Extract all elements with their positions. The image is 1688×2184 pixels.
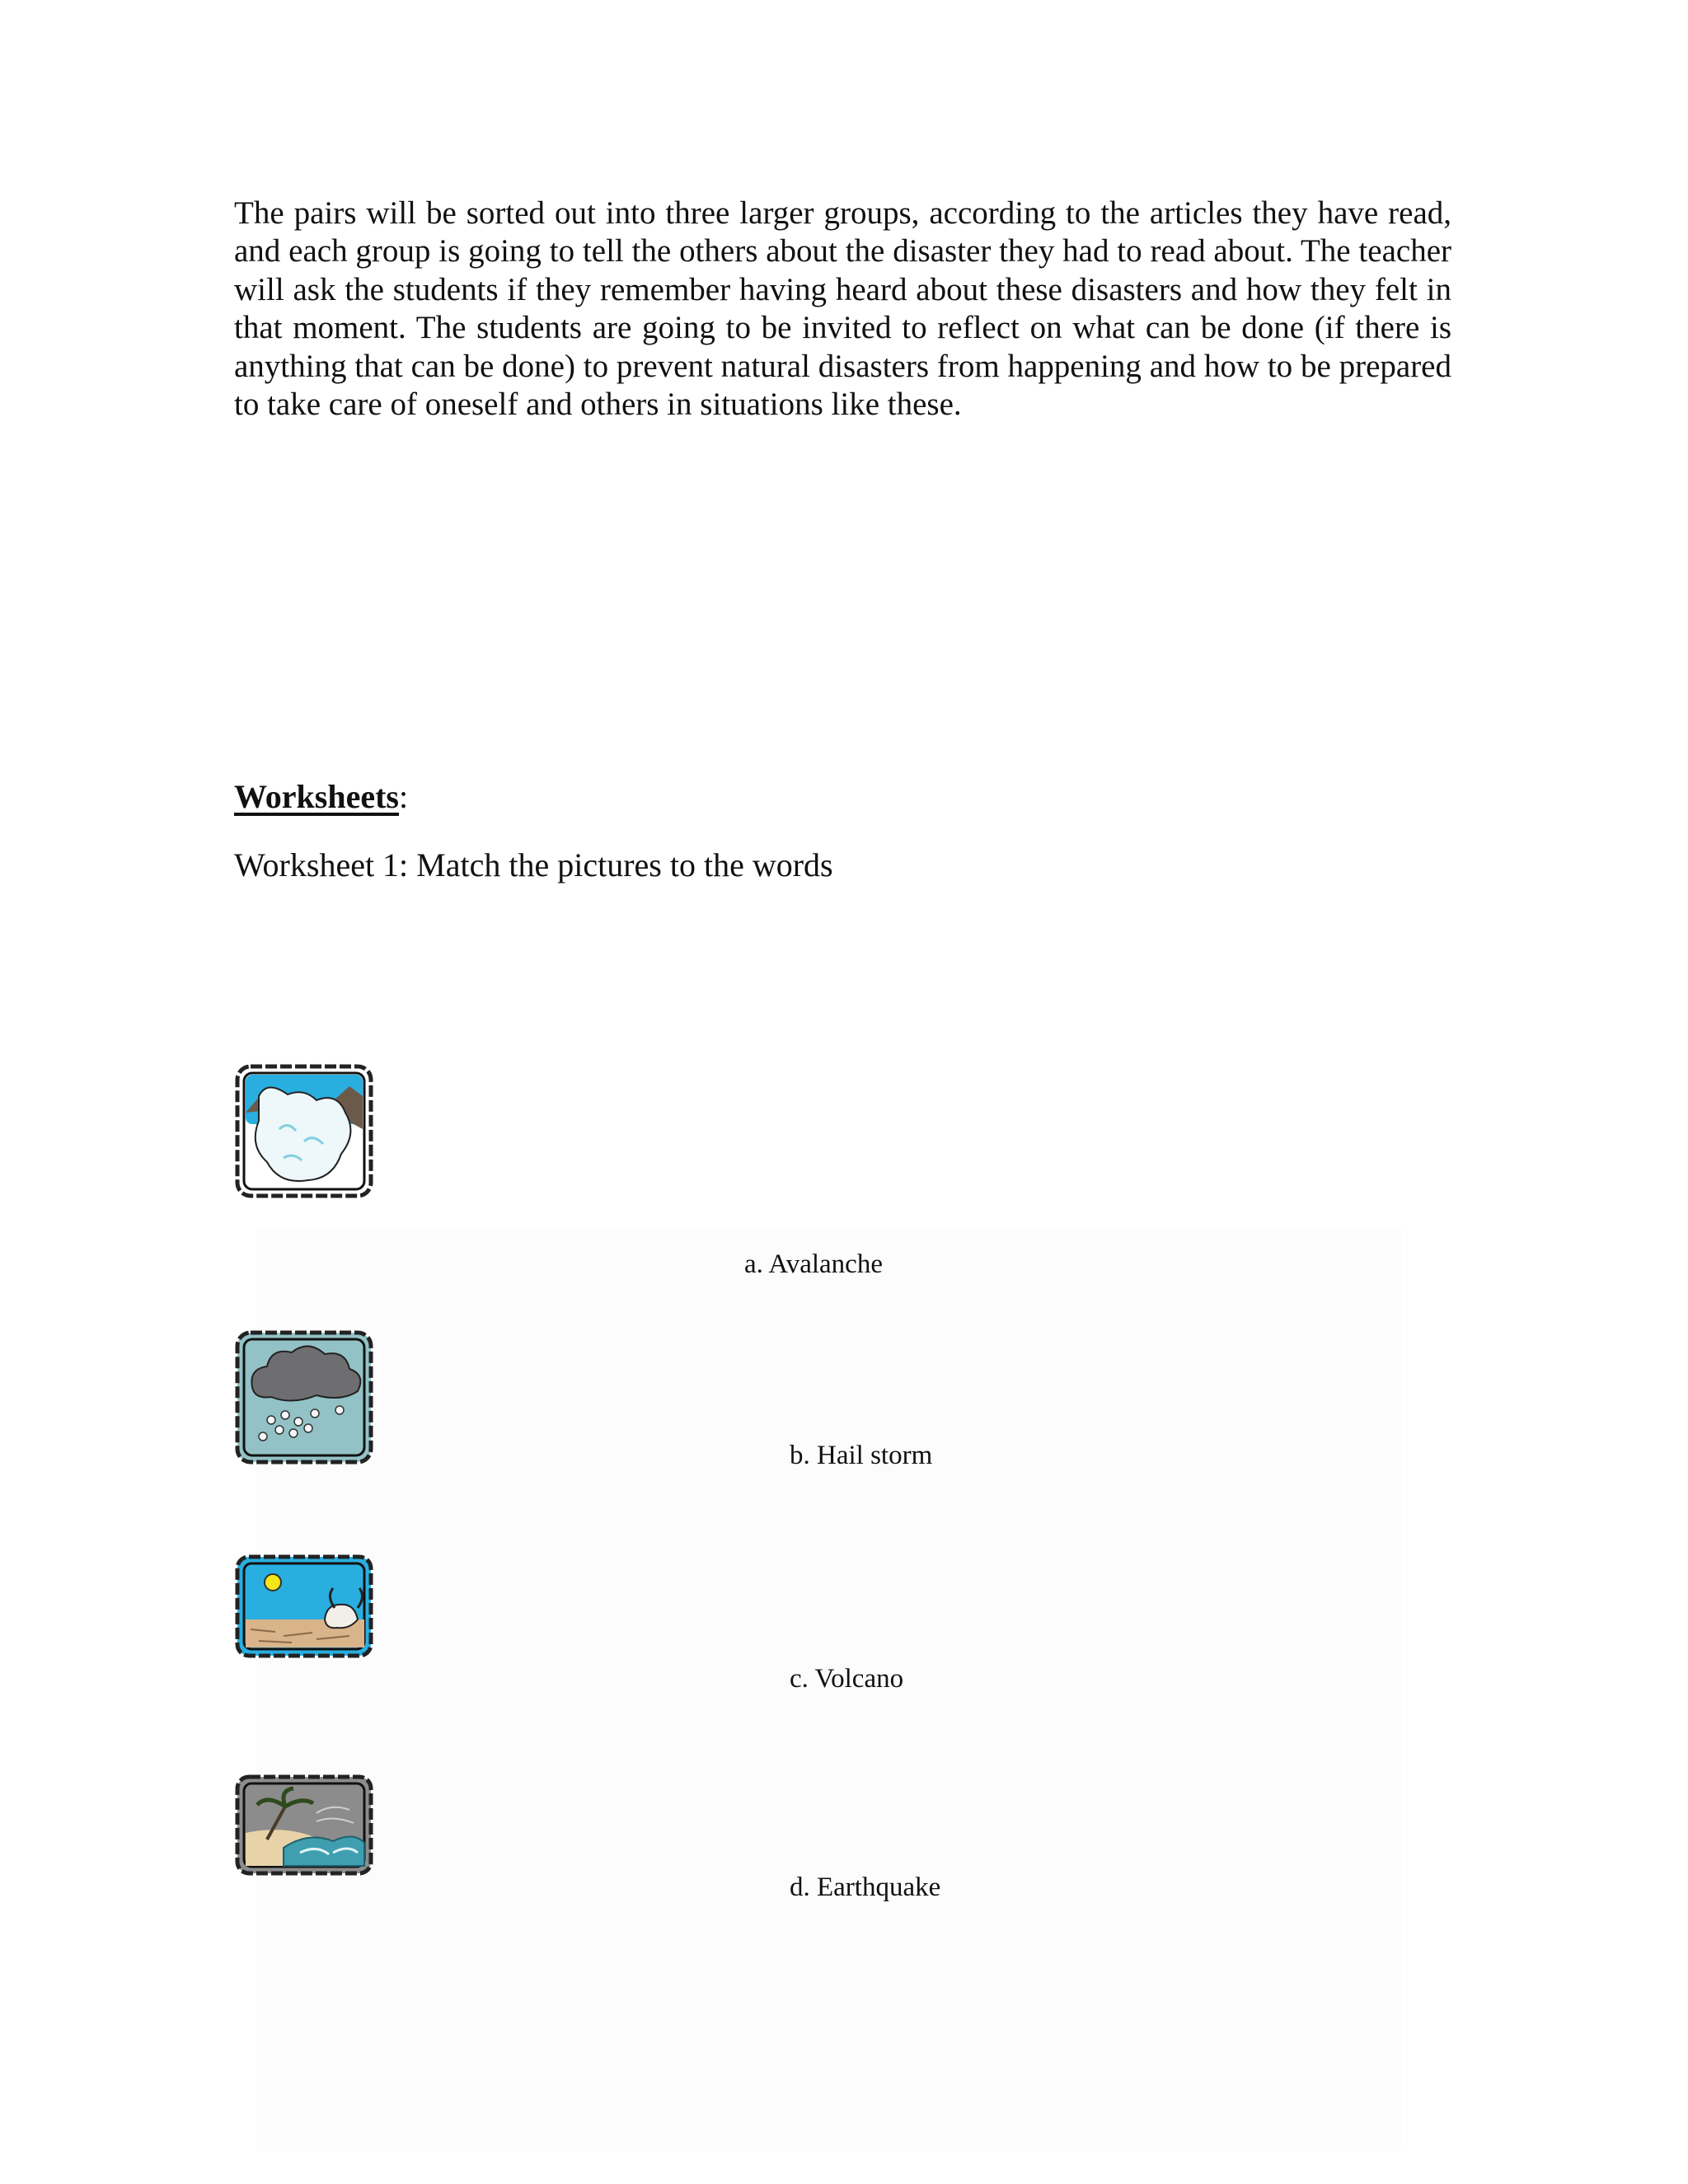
word-option-b: b. Hail storm (790, 1441, 933, 1470)
avalanche-clipart-icon (234, 1063, 374, 1199)
intro-paragraph: The pairs will be sorted out into three larger groups, according to the articles they have read, and each group is going to tell the others about the disaster they had to read about. The teacher will ask the students if they remember having heard about these disasters and how they felt in that moment. The students are going to be invited to reflect on what can be done (if there is anything that can be done) to prevent natural disasters from happening and how to be prepared to take care of oneself and others in situations like these. (234, 195, 1451, 423)
word-option-a: a. Avalanche (744, 1249, 883, 1279)
worksheets-heading-colon: : (399, 778, 409, 815)
word-option-c: c. Volcano (790, 1664, 904, 1694)
word-option-d: d. Earthquake (790, 1872, 941, 1902)
worksheet-1-title: Worksheet 1: Match the pictures to the words (234, 846, 833, 883)
worksheets-heading-text: Worksheets (234, 778, 399, 815)
drought-clipart-icon (234, 1554, 374, 1659)
hail-storm-clipart-icon (234, 1329, 374, 1465)
worksheets-heading (234, 777, 408, 817)
hurricane-clipart-icon (234, 1774, 374, 1877)
